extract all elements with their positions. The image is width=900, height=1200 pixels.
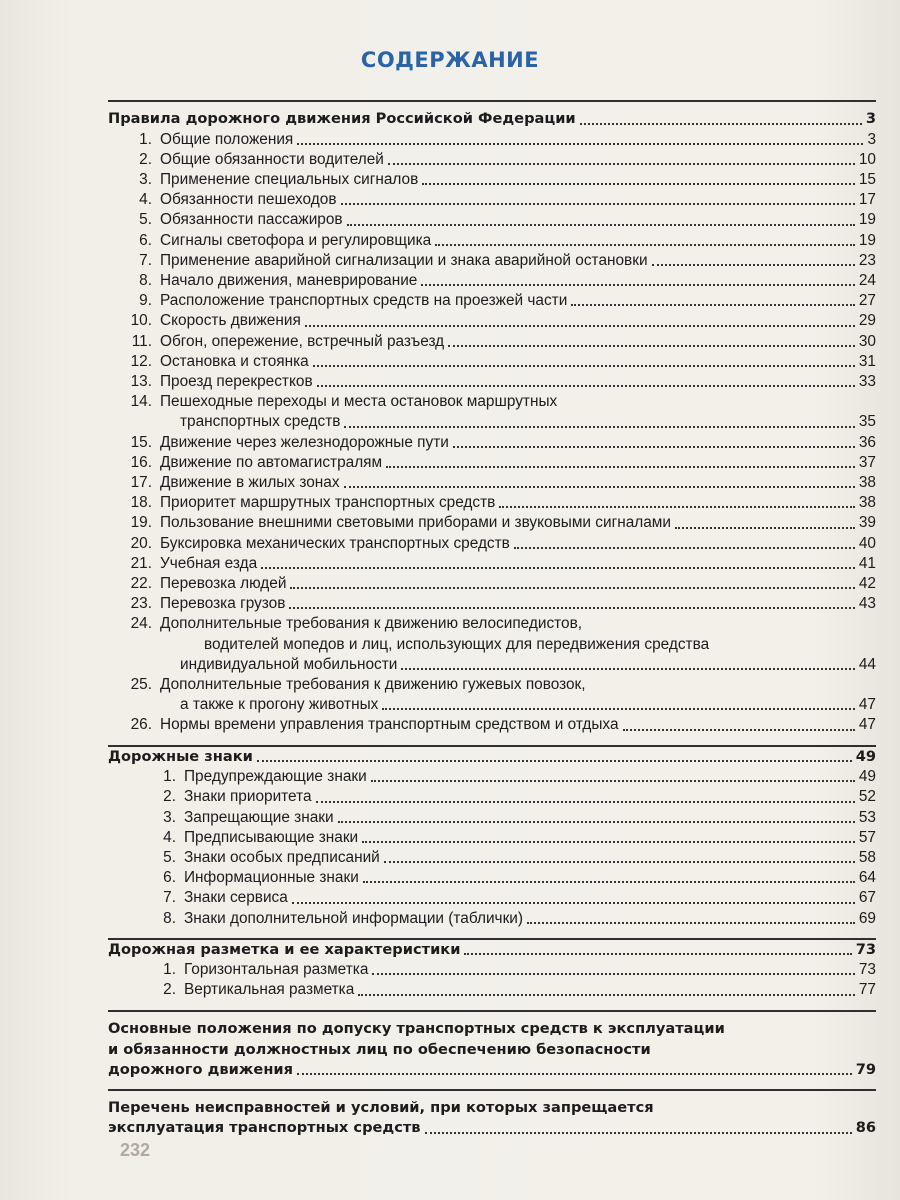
entry-title: Пешеходные переходы и места остановок маршрутных xyxy=(160,393,558,411)
dot-leader xyxy=(372,973,854,975)
entry-number: 26. xyxy=(130,716,152,734)
page-ref: 29 xyxy=(858,312,876,330)
toc-section xyxy=(108,1089,876,1139)
section-title: Дорожные знаки xyxy=(108,747,253,765)
section-divider xyxy=(108,1089,876,1091)
toc-entry[interactable] xyxy=(108,190,876,210)
dot-leader xyxy=(386,466,855,468)
page-ref: 52 xyxy=(858,788,876,806)
dot-leader xyxy=(435,244,855,246)
dot-leader xyxy=(421,284,855,286)
dot-leader xyxy=(453,446,855,448)
entry-title: Знаки особых предписаний xyxy=(184,848,380,866)
entry-title: Горизонтальная разметка xyxy=(184,961,369,979)
entry-number: 6. xyxy=(139,231,152,249)
page-ref: 64 xyxy=(858,869,876,887)
entry-number: 24. xyxy=(130,615,152,633)
toc-entry[interactable] xyxy=(108,614,876,634)
entry-title: Знаки сервиса xyxy=(184,889,288,907)
dot-leader xyxy=(289,607,854,609)
toc-entry[interactable] xyxy=(108,210,876,230)
entry-number: 19. xyxy=(130,514,152,532)
dot-leader xyxy=(317,385,855,387)
section-title: и обязанности должностных лиц по обеспечению безопасности xyxy=(108,1040,651,1058)
page-ref: 27 xyxy=(858,292,876,310)
page-ref: 38 xyxy=(858,494,876,512)
dot-leader xyxy=(297,1073,852,1075)
toc-entry-continuation[interactable] xyxy=(108,412,876,432)
entry-title: Применение аварийной сигнализации и знака аварийной остановки xyxy=(160,251,648,269)
toc-entry[interactable] xyxy=(108,291,876,311)
page-ref: 77 xyxy=(858,981,876,999)
page-ref: 41 xyxy=(858,554,876,572)
toc-entry[interactable] xyxy=(108,130,876,150)
dot-leader xyxy=(347,224,855,226)
dot-leader xyxy=(344,486,855,488)
entry-title-cont: водителей мопедов и лиц, использующих для передвижения средства xyxy=(204,635,710,653)
dot-leader xyxy=(514,547,855,549)
entry-title: Обязанности пешеходов xyxy=(160,191,337,209)
dot-leader xyxy=(652,264,855,266)
toc-section xyxy=(108,745,876,929)
dot-leader xyxy=(384,861,855,863)
page-ref: 36 xyxy=(858,433,876,451)
dot-leader xyxy=(382,708,855,710)
section-title: эксплуатация транспортных средств xyxy=(108,1119,421,1137)
dot-leader xyxy=(363,881,855,883)
dot-leader xyxy=(338,821,855,823)
entry-title: Предписывающие знаки xyxy=(184,828,359,846)
entry-number: 9. xyxy=(139,292,152,310)
toc-entry[interactable] xyxy=(108,513,876,533)
entry-title: Общие обязанности водителей xyxy=(160,150,384,168)
toc-entry[interactable] xyxy=(108,534,876,554)
toc-entry[interactable] xyxy=(108,352,876,372)
toc-entry[interactable] xyxy=(108,170,876,190)
toc-entry[interactable] xyxy=(108,332,876,352)
section-title: Перечень неисправностей и условий, при которых запрещается xyxy=(108,1099,654,1117)
page-ref: 69 xyxy=(858,909,876,927)
toc-entry[interactable] xyxy=(108,554,876,574)
entry-number: 8. xyxy=(139,271,152,289)
dot-leader xyxy=(305,325,855,327)
entry-title: Сигналы светофора и регулировщика xyxy=(160,231,432,249)
page-ref: 79 xyxy=(855,1060,876,1078)
toc-entry[interactable] xyxy=(108,980,876,1000)
toc-section-heading[interactable] xyxy=(108,1097,876,1139)
dot-leader xyxy=(499,506,855,508)
dot-leader xyxy=(313,365,855,367)
entry-title: Информационные знаки xyxy=(184,869,359,887)
entry-number: 18. xyxy=(130,494,152,512)
toc-entry[interactable] xyxy=(108,909,876,929)
toc-entry[interactable] xyxy=(108,594,876,614)
entry-title: Перевозка людей xyxy=(160,574,287,592)
page-ref: 73 xyxy=(855,940,876,958)
toc-entry[interactable] xyxy=(108,392,876,412)
page-ref: 58 xyxy=(858,848,876,866)
entry-number: 4. xyxy=(139,191,152,209)
entry-number: 1. xyxy=(163,768,176,786)
entry-number: 2. xyxy=(139,150,152,168)
dot-leader xyxy=(316,801,855,803)
toc-entry[interactable] xyxy=(108,453,876,473)
entry-number: 11. xyxy=(131,332,152,350)
section-title: дорожного движения xyxy=(108,1060,293,1078)
section-title: Правила дорожного движения Российской Федерации xyxy=(108,110,576,127)
page-ref: 35 xyxy=(858,413,876,431)
toc-entry-continuation[interactable] xyxy=(108,655,876,675)
page-ref: 38 xyxy=(858,473,876,491)
section-title-last xyxy=(108,1060,876,1081)
dot-leader xyxy=(344,426,854,428)
entry-number: 5. xyxy=(163,848,176,866)
toc-entry[interactable] xyxy=(108,372,876,392)
dot-leader xyxy=(297,143,863,145)
entry-number: 10. xyxy=(130,312,152,330)
section-title-last xyxy=(108,1118,876,1139)
toc-section xyxy=(108,1010,876,1081)
page-ref: 24 xyxy=(858,271,876,289)
entry-number: 20. xyxy=(130,534,152,552)
page-ref: 15 xyxy=(858,170,876,188)
toc-section xyxy=(108,109,876,736)
toc-entry[interactable] xyxy=(108,828,876,848)
page-ref: 23 xyxy=(858,251,876,269)
entry-number: 16. xyxy=(130,453,152,471)
entry-title: Буксировка механических транспортных средств xyxy=(160,534,510,552)
toc-entry[interactable] xyxy=(108,311,876,331)
dot-leader xyxy=(580,123,862,125)
page-ref: 47 xyxy=(858,696,876,714)
entry-number: 7. xyxy=(163,889,176,907)
dot-leader xyxy=(448,345,855,347)
dot-leader xyxy=(571,304,855,306)
page-ref: 17 xyxy=(858,191,876,209)
dot-leader xyxy=(261,567,855,569)
entry-title: Перевозка грузов xyxy=(160,595,286,613)
page-ref: 57 xyxy=(858,828,876,846)
entry-title: Учебная езда xyxy=(160,554,258,572)
page-ref: 42 xyxy=(858,574,876,592)
toc-entry[interactable] xyxy=(108,868,876,888)
page-ref: 73 xyxy=(858,961,876,979)
page-ref: 47 xyxy=(858,716,876,734)
dot-leader xyxy=(290,587,854,589)
entry-title: Знаки приоритета xyxy=(184,788,312,806)
section-title: Дорожная разметка и ее характеристики xyxy=(108,940,461,958)
dot-leader xyxy=(358,994,855,996)
entry-title: Обязанности пассажиров xyxy=(160,211,343,229)
table-of-contents xyxy=(108,100,876,1139)
toc-entry[interactable] xyxy=(108,433,876,453)
toc-entry[interactable] xyxy=(108,231,876,251)
page-ref: 67 xyxy=(858,889,876,907)
page-number: 232 xyxy=(120,1140,151,1160)
page-ref: 31 xyxy=(858,352,876,370)
dot-leader xyxy=(422,183,855,185)
entry-title: Приоритет маршрутных транспортных средств xyxy=(160,494,496,512)
entry-number: 6. xyxy=(163,869,176,887)
entry-number: 17. xyxy=(130,473,152,491)
dot-leader xyxy=(292,902,855,904)
page-ref: 30 xyxy=(858,332,876,350)
entry-number: 15. xyxy=(130,433,152,451)
entry-title: Скорость движения xyxy=(160,312,301,330)
page-ref: 53 xyxy=(858,808,876,826)
dot-leader xyxy=(623,729,855,731)
dot-leader xyxy=(464,953,851,955)
page-ref: 33 xyxy=(858,372,876,390)
page-ref: 10 xyxy=(858,150,876,168)
entry-number: 22. xyxy=(130,574,152,592)
toc-entry-continuation[interactable] xyxy=(108,695,876,715)
dot-leader xyxy=(388,163,855,165)
toc-entry[interactable] xyxy=(108,675,876,695)
entry-title: Предупреждающие знаки xyxy=(184,768,367,786)
entry-title: Нормы времени управления транспортным средством и отдыха xyxy=(160,716,619,734)
dot-leader xyxy=(425,1132,852,1134)
dot-leader xyxy=(362,841,855,843)
toc-section-heading[interactable] xyxy=(108,747,876,768)
entry-title-cont: а также к прогону животных xyxy=(180,696,379,714)
entry-number: 14. xyxy=(130,393,152,411)
section-title: Основные положения по допуску транспортных средств к эксплуатации xyxy=(108,1019,725,1037)
entry-title: Запрещающие знаки xyxy=(184,808,334,826)
entry-title: Дополнительные требования к движению велосипедистов, xyxy=(160,615,583,633)
page-ref: 40 xyxy=(858,534,876,552)
entry-number: 13. xyxy=(130,372,152,390)
page-ref: 39 xyxy=(858,514,876,532)
toc-entry[interactable] xyxy=(108,574,876,594)
dot-leader xyxy=(401,668,854,670)
dot-leader xyxy=(371,780,855,782)
toc-entry[interactable] xyxy=(108,715,876,735)
toc-section xyxy=(108,938,876,1001)
entry-number: 21. xyxy=(130,554,152,572)
entry-title-cont: транспортных средств xyxy=(180,413,341,431)
entry-number: 3. xyxy=(139,170,152,188)
page-ref: 3 xyxy=(865,110,876,127)
dot-leader xyxy=(341,203,855,205)
entry-number: 8. xyxy=(163,909,176,927)
entry-title: Начало движения, маневрирование xyxy=(160,271,418,289)
toc-section-heading[interactable] xyxy=(108,109,876,130)
entry-title-cont: индивидуальной мобильности xyxy=(180,655,398,673)
toc-entry[interactable] xyxy=(108,767,876,787)
section-divider xyxy=(108,1010,876,1012)
entry-number: 4. xyxy=(163,828,176,846)
dot-leader xyxy=(527,922,855,924)
entry-number: 5. xyxy=(139,211,152,229)
entry-number: 7. xyxy=(139,251,152,269)
page-ref: 3 xyxy=(867,130,876,148)
entry-number: 1. xyxy=(163,961,176,979)
entry-title: Общие положения xyxy=(160,130,294,148)
entry-title: Остановка и стоянка xyxy=(160,352,309,370)
entry-number: 3. xyxy=(163,808,176,826)
page-ref: 44 xyxy=(858,655,876,673)
page-ref: 49 xyxy=(858,768,876,786)
entry-title: Расположение транспортных средств на проезжей части xyxy=(160,292,568,310)
entry-number: 1. xyxy=(139,130,152,148)
toc-section-heading[interactable] xyxy=(108,1018,876,1081)
page-ref: 37 xyxy=(858,453,876,471)
toc-entry[interactable] xyxy=(108,808,876,828)
entry-number: 23. xyxy=(130,595,152,613)
entry-title: Дополнительные требования к движению гужевых повозок, xyxy=(160,675,586,693)
toc-entry[interactable] xyxy=(108,473,876,493)
entry-title: Применение специальных сигналов xyxy=(160,170,419,188)
entry-number: 2. xyxy=(163,788,176,806)
page-ref: 19 xyxy=(858,231,876,249)
page-title: СОДЕРЖАНИЕ xyxy=(360,48,540,72)
toc-entry[interactable] xyxy=(108,150,876,170)
entry-title: Знаки дополнительной информации (таблички) xyxy=(184,909,524,927)
toc-entry[interactable] xyxy=(108,493,876,513)
toc-entry[interactable] xyxy=(108,271,876,291)
dot-leader xyxy=(675,527,855,529)
toc-section-heading[interactable] xyxy=(108,940,876,961)
entry-title: Движение в жилых зонах xyxy=(160,473,340,491)
entry-number: 12. xyxy=(130,352,152,370)
entry-title: Движение через железнодорожные пути xyxy=(160,433,449,451)
page-ref: 19 xyxy=(858,211,876,229)
dot-leader xyxy=(257,760,852,762)
toc-entry[interactable] xyxy=(108,848,876,868)
toc-entry[interactable] xyxy=(108,787,876,807)
entry-number: 2. xyxy=(163,981,176,999)
entry-number: 25. xyxy=(130,675,152,693)
page-ref: 43 xyxy=(858,595,876,613)
entry-title: Движение по автомагистралям xyxy=(160,453,383,471)
page-ref: 86 xyxy=(855,1119,876,1137)
entry-title: Вертикальная разметка xyxy=(184,981,355,999)
entry-title: Обгон, опережение, встречный разъезд xyxy=(160,332,445,350)
entry-title: Проезд перекрестков xyxy=(160,372,313,390)
entry-title: Пользование внешними световыми приборами и звуковыми сигналами xyxy=(160,514,671,532)
toc-entry[interactable] xyxy=(108,960,876,980)
toc-entry[interactable] xyxy=(108,888,876,908)
page-ref: 49 xyxy=(855,747,876,765)
toc-entry[interactable] xyxy=(108,251,876,271)
